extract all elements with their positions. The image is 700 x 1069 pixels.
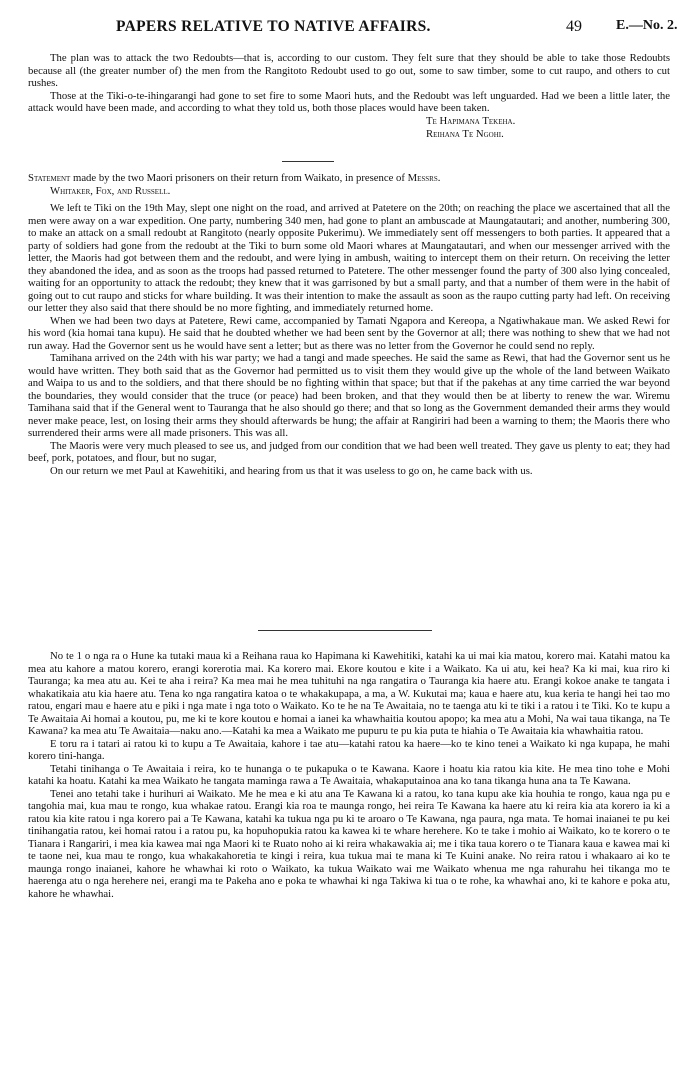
- section-divider-long: [258, 630, 432, 631]
- paragraph: Tenei ano tetahi take i hurihuri ai Waikato. Me he mea e ki atu ana Te Kawana ki a ratou, ko tana kupu ake kia houhia te rongo, kaua nga pu e tangohia mai, kua mau te rongo, kua whakae ratou. Erangi kia roa te maunga rongo, hei reira Te Kawana ka haere atu ki reira kia ata korero ia ki a ratou kia kite ratou i nga korero pai a Te Kawana, katahi ka tukua nga pu ki te aroaro o Te Kawana, nga paura, nga mata. Te homai inaianei te pu kei tinihangatia ratou, kei homai ratou i a ratou pu, ka hopuhopukia ratou ka kawea ki te whare herehere. Ko te take i mohio ai Waikato, ko te korero o te Tianara i Rangariri, i mea kia kawea mai nga Maori ki te Ruato noho ai ki reira whakawakia ai; me i tika taua korero o te Tianara kaua e kawea mai ki te taone nei, kua mau te rongo, kua whakakahoretia te kingi i reira, kua tukua mai te mana ki Te Kuini anake. No reira ratou i whakaaro ai ko te maunga rongo inaianei, kahore he whawhai ki roto o Waikato, ka tukua Waikato wai me Waikato whenua me nga rahurahu hei tikanga mo te haerenga atu o nga herehere nei, erangi ma te Pakeha ano e poka te whawhai ki nga Takiwa ki tua o te rohe, ka whawhai ano, ki te kahore e poka atu, kahore he whawhai.: [28, 787, 670, 900]
- paragraph: Tamihana arrived on the 24th with his war party; we had a tangi and made speeches. He said the same as Rewi, that had the Governor sent us he would have written. They both said that as the Governor had permitted us to visit them they would give up the whole of the land between Waikato and Waipa to us and to the soldiers, and that there should be no fighting within that space; but that if the pakehas at any time carried the war beyond the boundaries, they would consider that the truce (or peace) had been broken, and that they would then be at liberty to renew the war. Wiremu Tamihana said that if the General went to Tauranga that he also should go there; and that so long as the Government demanded their arms they would never make peace, lest, on losing their arms they should afterwards be hung; the affair at Rangiriri had been a warning to them; the Maoris there who surrendered their arms were all made prisoners. This was all.: [28, 352, 670, 439]
- messrs-label: Messrs.: [407, 172, 441, 184]
- section-maori-text: [28, 650, 670, 900]
- statement-label: Statement: [28, 172, 71, 184]
- paragraph: We left te Tiki on the 19th May, slept one night on the road, and arrived at Patetere on the 20th; on reaching the place we ascertained that all the men were away on a war expedition. One party, numbering 340 men, had gone to plant an ambuscade at Maungatautari; and another, numbering 300, to make an attack on a small redoubt at Rangitoto (nearly opposite Pukerimu). We immediately sent off messengers to both parties. It appeared that a party of soldiers had gone from the redoubt at the Tiki to burn some old Maori whares at Maungatautari, and when our messenger arrived with the letter, the Maoris had got between them and the redoubt, and were lying in ambush, waiting to intercept them on their return. On receiving the letter they abandoned the idea, and as soon as the troops had passed returned to Patetere. The other messenger found the party of 300 also lying concealed, waiting for an opportunity to attack the redoubt; they knew that it was garrisoned by but a small party, and that a number of them were in the habit of going out to cut raupo and sticks for whare building. It was their intention to make the assault as soon as the raupo cutting party had left. On receiving our letter they also said that there should be no more fighting, and immediately returned home.: [28, 202, 670, 314]
- running-title: PAPERS RELATIVE TO NATIVE AFFAIRS.: [116, 18, 431, 35]
- statement-text: made by the two Maori prisoners on their return from Waikato, in presence of: [70, 172, 408, 184]
- paragraph: E toru ra i tatari ai ratou ki to kupu a Te Awaitaia, kahore i tae atu—katahi ratou ka haere—ko te kino tenei a Waikato ki nga kupapa, he mahi korero tini-hanga.: [28, 737, 670, 762]
- signature: Reihana Te Ngohi.: [426, 127, 504, 140]
- paragraph: The plan was to attack the two Redoubts—that is, according to our custom. They felt sure that they should be able to take those Redoubts because all (the greater number of) the men from the Rangitoto Redoubt used to go out, some to saw timber, some to cut raupo, and others to cut rushes.: [28, 52, 670, 89]
- signature: Te Hapimana Tekeha.: [426, 114, 516, 127]
- section-divider: [282, 161, 334, 162]
- paragraph: On our return we met Paul at Kawehitiki, and hearing from us that it was useless to go on, he came back with us.: [50, 464, 533, 477]
- statement-names: Whitaker, Fox, and Russell.: [50, 184, 171, 197]
- paragraph: Tetahi tinihanga o Te Awaitaia i reira, ko te hunanga o te pukapuka o te Kawana. Kaore i hoatu kia ratou kia kite. He mea tino tohe e Mohi katahi ka hoatu. Katahi ka mea Waikato he tangata maminga rawa a Te Awaitaia, whakaputainoa ana ko tana tikanga huna ana ta Te Kawana.: [28, 762, 670, 787]
- paragraph: No te 1 o nga ra o Hune ka tutaki maua ki a Reihana raua ko Hapimana ki Kawehitiki, katahi ka ui mai kia matou, korero mai. Katahi matou ka mea atu kahore a matou korero, erangi korerotia mai. Ka korero mai. Ekore koutou e kite i a Waikato. Ka ui atu, kei hea? Ka ki mai, kua riro ki Tauranga; ka mea atu au. Kei te aha i reira? Ka mea mai he mea tuhituhi na nga rangatira o Tauranga kia haere atu. Erangi kokoe anake te tangata i whakatikaia atu kia haere atu. Tena ko nga rangatira katoa o te whakakupapa, a ma, a W. Kukutai ma; kaua e haere atu, kua keria te hangi hei tao mo ratou, engari mau e haere atu e piki i nga mate i nga toto o Waikato. Ko te he na Te Awaitaia, no te taenga atu ki te tiki i a ratou i te Tiki. Ko te kupu a Te Awaitaia Ai homai a koutou, pu, me ki te kore koutou e homai a ianei ka whawhaitia koutou apopo; ka mea atu a Mohi, Na wai taua tikanga, na Te Kawana? ka mea atu Te Awaitaia—naku ano.—Katahi ka mea a Waikato me pupuru te pu kia puta te hiahia o Te Awaitaia kia whawhaitia ratou.: [28, 650, 670, 737]
- page-header: [0, 18, 700, 38]
- paragraph: When we had been two days at Patetere, Rewi came, accompanied by Tamati Ngapora and Kereopa, a Ngatiwhakaue man. We asked Rewi for his word (kia homai tana kupu). He said that he doubted whether we had been sent by the Governor at all; there was nothing to shew that we had not run away. Had the Governor sent us he would have sent a letter; but as there was no letter from the Governor he could send no reply.: [28, 314, 670, 352]
- statement-heading: [28, 172, 670, 185]
- document-reference: E.—No. 2.: [616, 18, 678, 33]
- section-prisoners-account: [28, 52, 670, 141]
- section-statement: [28, 172, 670, 477]
- paragraph: Those at the Tiki-o-te-ihingarangi had gone to set fire to some Maori huts, and the Redoubt was left unguarded. Had we been a little later, the attack would have been made, and according to what they told us, both those places would have been taken.: [28, 89, 670, 114]
- page-number: 49: [566, 18, 582, 35]
- paragraph: The Maoris were very much pleased to see us, and judged from our condition that we had been well treated. They gave us plenty to eat; they had beef, pork, potatoes, and flour, but no sugar,: [28, 439, 670, 464]
